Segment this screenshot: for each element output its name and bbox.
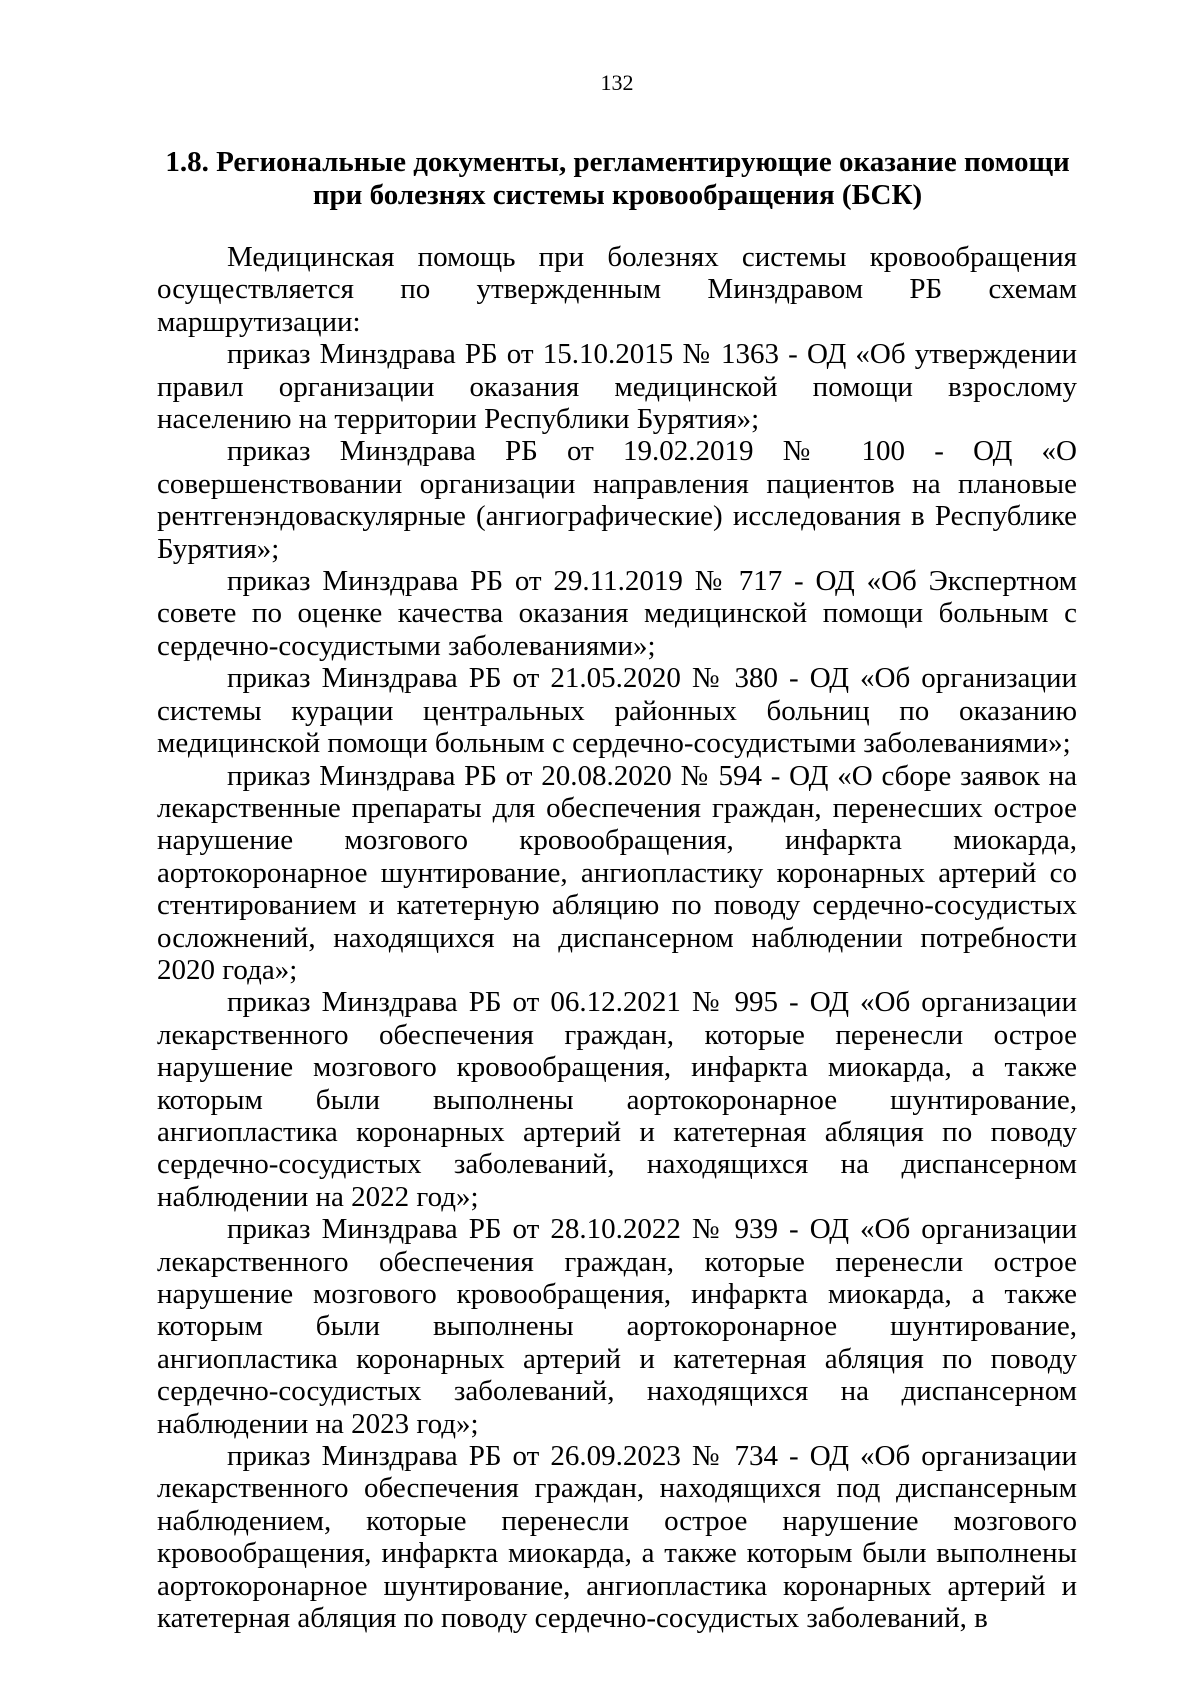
paragraph-order-594: приказ Минздрава РБ от 20.08.2020 № 594 - ОД «О сборе заявок на лекарственные препараты для обеспечения граждан, перенесших острое нарушение мозгового кровообращения, инфаркта миокарда, аортокоронарное шунтирование, ангиопластику коронарных артерий со стентированием и катетерную абляцию по поводу сердечно-сосудистых осложнений, находящихся на диспансерном наблюдении потребности 2020 года»; (157, 759, 1077, 986)
paragraph-order-995: приказ Минздрава РБ от 06.12.2021 № 995 - ОД «Об организации лекарственного обеспечения граждан, которые перенесли острое нарушение мозгового кровообращения, инфаркта миокарда, а также которым были выполнены аортокоронарное шунтирование, ангиопластика коронарных артерий и катетерная абляция по поводу сердечно-сосудистых заболеваний, находящихся на диспансерном наблюдении на 2022 год»; (157, 986, 1077, 1213)
paragraph-intro: Медицинская помощь при болезнях системы кровообращения осуществляется по утвержденным Минздравом РБ схемам маршрутизации: (157, 241, 1077, 338)
paragraph-order-1363: приказ Минздрава РБ от 15.10.2015 № 1363 - ОД «Об утверждении правил организации оказания медицинской помощи взрослому населению на территории Республики Бурятия»; (157, 338, 1077, 436)
body-text (157, 241, 1077, 1634)
section-heading: 1.8. Региональные документы, регламентирующие оказание помощи при болезнях системы кровообращения (БСК) (165, 146, 1070, 211)
page-number: 132 (600, 70, 634, 95)
paragraph-order-734: приказ Минздрава РБ от 26.09.2023 № 734 - ОД «Об организации лекарственного обеспечения граждан, находящихся под диспансерным наблюдением, которые перенесли острое нарушение мозгового кровообращения, инфаркта миокарда, а также которым были выполнены аортокоронарное шунтирование, ангиопластика коронарных артерий и катетерная абляция по поводу сердечно-сосудистых заболеваний, в (157, 1440, 1077, 1635)
paragraph-order-717: приказ Минздрава РБ от 29.11.2019 № 717 - ОД «Об Экспертном совете по оценке качества оказания медицинской помощи больным с сердечно-сосудистыми заболеваниями»; (157, 565, 1077, 662)
paragraph-order-939: приказ Минздрава РБ от 28.10.2022 № 939 - ОД «Об организации лекарственного обеспечения граждан, которые перенесли острое нарушение мозгового кровообращения, инфаркта миокарда, а также которым были выполнены аортокоронарное шунтирование, ангиопластика коронарных артерий и катетерная абляция по поводу сердечно-сосудистых заболеваний, находящихся на диспансерном наблюдении на 2023 год»; (157, 1213, 1077, 1440)
paragraph-order-100: приказ Минздрава РБ от 19.02.2019 № 100 - ОД «О совершенствовании организации направления пациентов на плановые рентгенэндоваскулярные (ангиографические) исследования в Республике Бурятия»; (157, 435, 1077, 565)
paragraph-order-380: приказ Минздрава РБ от 21.05.2020 № 380 - ОД «Об организации системы курации центральных районных больниц по оказанию медицинской помощи больным с сердечно-сосудистыми заболеваниями»; (157, 662, 1077, 760)
